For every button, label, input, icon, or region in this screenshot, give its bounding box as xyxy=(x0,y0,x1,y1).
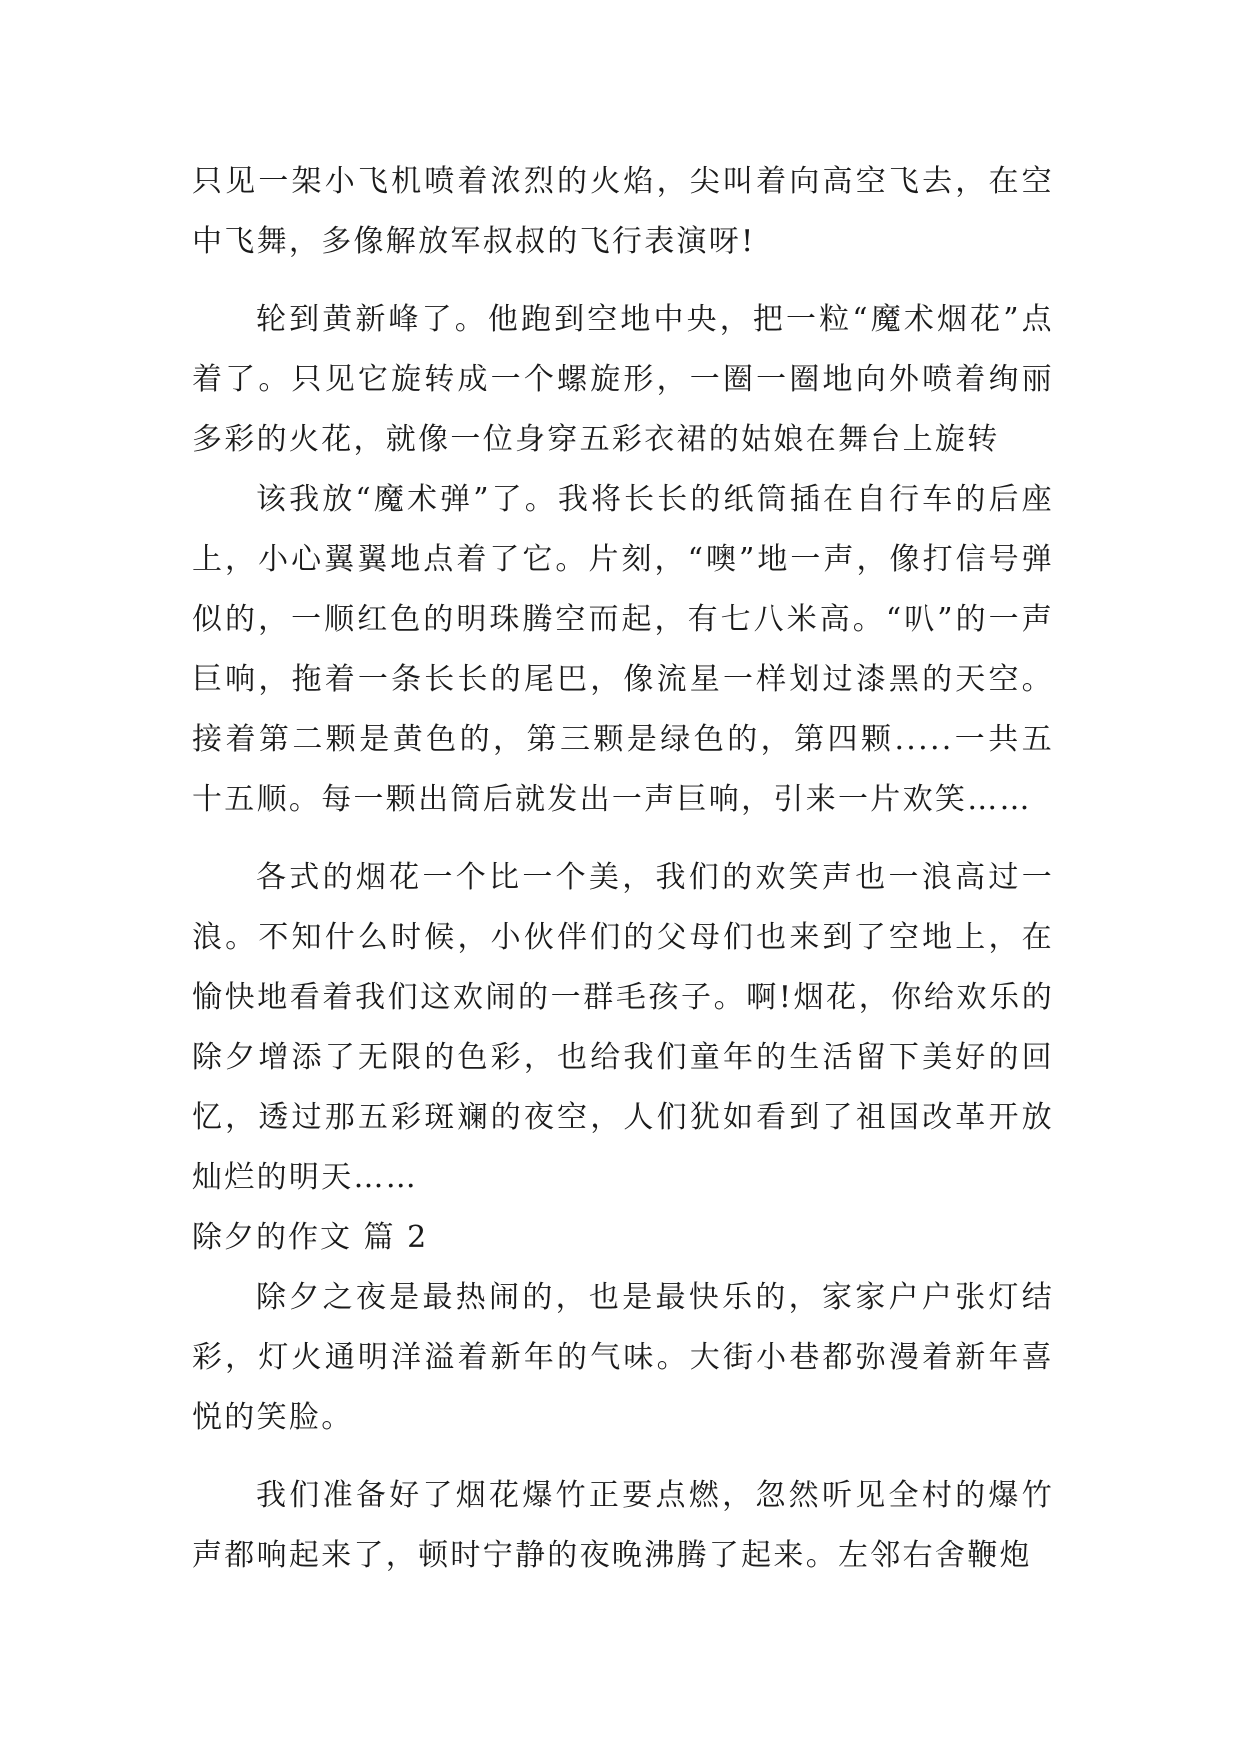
paragraph-firecrackers: 我们准备好了烟花爆竹正要点燃，忽然听见全村的爆竹声都响起来了，顿时宁静的夜晚沸腾了起来。左邻右舍鞭炮 xyxy=(192,1478,1054,1573)
paragraph-airplane-firework: 只见一架小飞机喷着浓烈的火焰，尖叫着向高空飞去，在空中飞舞，多像解放军叔叔的飞行表演呀! xyxy=(192,164,1054,259)
paragraph-fireworks-summary: 各式的烟花一个比一个美，我们的欢笑声也一浪高过一浪。不知什么时候，小伙伴们的父母们也来到了空地上，在愉快地看着我们这欢闹的一群毛孩子。啊!烟花，你给欢乐的除夕增添了无限的色彩，也给我们童年的生活留下美好的回忆，透过那五彩斑斓的夜空，人们犹如看到了祖国改革开放灿烂的明天…… xyxy=(192,860,1054,1195)
paragraph-magic-firework: 轮到黄新峰了。他跑到空地中央，把一粒“魔术烟花”点着了。只见它旋转成一个螺旋形，一圈一圈地向外喷着绚丽多彩的火花，就像一位身穿五彩衣裙的姑娘在舞台上旋转 xyxy=(192,302,1054,457)
paragraph-magic-bomb: 该我放“魔术弹”了。我将长长的纸筒插在自行车的后座上，小心翼翼地点着了它。片刻，“噢”地一声，像打信号弹似的，一顺红色的明珠腾空而起，有七八米高。“叭”的一声巨响，拖着一条长长的尾巴，像流星一样划过漆黑的天空。接着第二颗是黄色的，第三颗是绿色的，第四颗.....一共五十五顺。每一颗出筒后就发出一声巨响，引来一片欢笑…… xyxy=(192,482,1054,817)
section-heading: 除夕的作文 篇 2 xyxy=(192,1220,429,1255)
paragraph-new-year-eve: 除夕之夜是最热闹的，也是最快乐的，家家户户张灯结彩，灯火通明洋溢着新年的气味。大街小巷都弥漫着新年喜悦的笑脸。 xyxy=(192,1280,1054,1435)
document-body xyxy=(192,152,1054,1586)
